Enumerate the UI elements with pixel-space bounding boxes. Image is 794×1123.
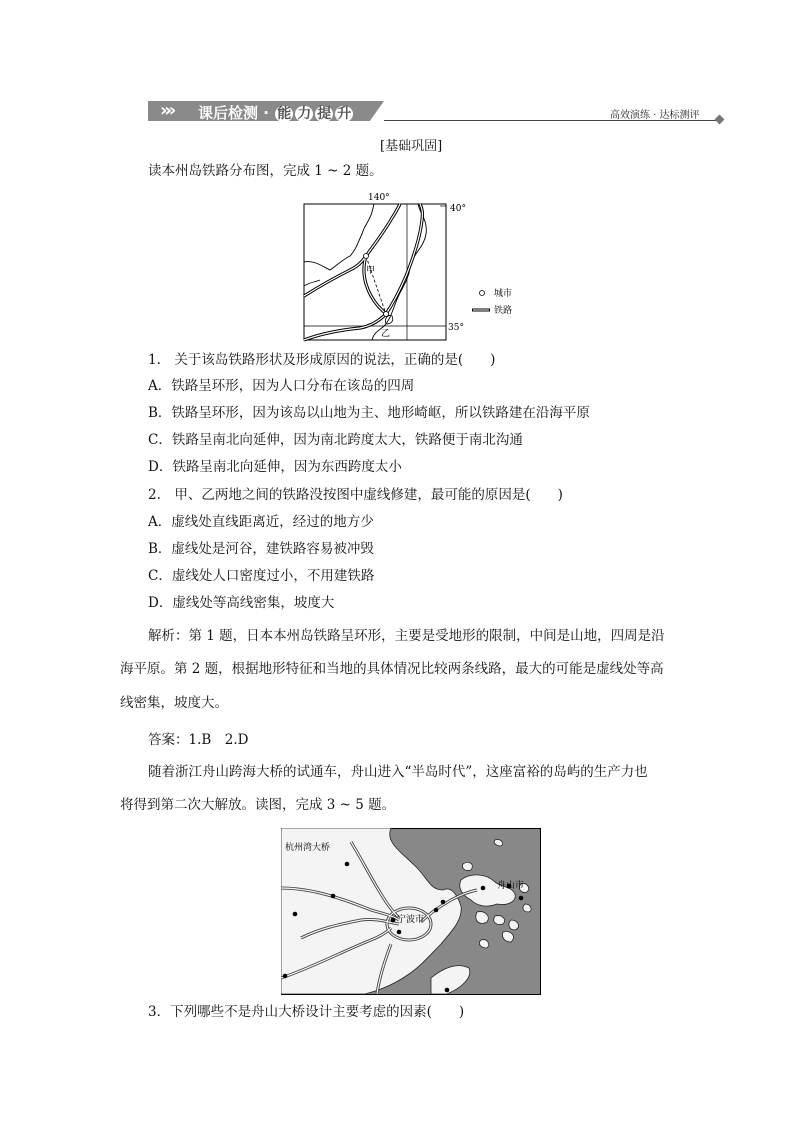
- header-title-prefix: 课后检测: [198, 104, 259, 122]
- intro-text-1: 读本州岛铁路分布图，完成 1 ~ 2 题。: [148, 163, 383, 179]
- map1-lat-top: 40°: [450, 204, 466, 214]
- map1-city-yi-icon: [384, 312, 389, 317]
- map2-ningbo-icon: [391, 918, 396, 923]
- q2-stem: 2. 甲、乙两地之间的铁路没按图中虚线修建，最可能的原因是( ): [148, 487, 563, 503]
- intro-text-2-line-2: 将得到第二次大解放。读图，完成 3 ~ 5 题。: [120, 797, 396, 813]
- legend-city-label: 城市: [494, 289, 513, 299]
- legend-city-icon: [480, 291, 485, 296]
- q2-option-b: B．虚线处是河谷，建铁路容易被冲毁: [148, 541, 374, 557]
- map2-ningbo-label: 宁波市: [397, 915, 425, 925]
- q2-option-a: A．虚线处直线距离近，经过的地方少: [148, 514, 374, 530]
- header-highlight-2: 力: [297, 106, 312, 122]
- zhoushan-map: [281, 828, 541, 995]
- q1-option-a: A．铁路呈环形，因为人口分布在该岛的四周: [148, 378, 415, 394]
- analysis-line-2: 海平原。第 2 题，根据地形特征和当地的具体情况比较两条线路，最大的可能是虚线处等高: [120, 661, 664, 677]
- header-chevron-icon: »»: [160, 100, 170, 121]
- honshu-railway-map: [300, 190, 530, 342]
- map1-label-yi: 乙: [381, 329, 391, 339]
- q2-option-c: C．虚线处人口密度过小，不用建铁路: [148, 568, 375, 584]
- q1-option-b: B．铁路呈环形，因为该岛以山地为主、地形崎岖，所以铁路建在沿海平原: [148, 405, 590, 421]
- q3-stem: 3．下列哪些不是舟山大桥设计主要考虑的因素( ): [148, 1004, 465, 1020]
- answer: 答案：1.B 2.D: [148, 732, 249, 748]
- legend-rail-label: 铁路: [494, 306, 513, 316]
- header-diamond-icon: [715, 115, 725, 125]
- q1-stem: 1. 关于该岛铁路形状及形成原因的说法，正确的是( ): [148, 352, 496, 368]
- map1-lon-label: 140°: [368, 193, 390, 203]
- map2-bridge-label: 杭州湾大桥: [285, 843, 331, 853]
- section-title: [基础巩固]: [380, 139, 443, 154]
- header-title: [198, 102, 354, 123]
- map2-zhoushan-label: 舟山市: [497, 881, 525, 891]
- header-highlight-4: 升: [337, 106, 352, 122]
- q1-option-c: C．铁路呈南北向延伸，因为南北跨度太大，铁路便于南北沟通: [148, 432, 523, 448]
- header-highlight-3: 提: [317, 106, 332, 122]
- q2-option-d: D．虚线处等高线密集，坡度大: [148, 595, 335, 611]
- map1-lat-bottom: 35°: [448, 323, 464, 333]
- map1-label-jia: 甲: [366, 266, 376, 276]
- header-right-label: 高效演练 · 达标测评: [610, 110, 700, 121]
- intro-text-2-line-1: 随着浙江舟山跨海大桥的试通车，舟山进入“半岛时代”，这座富裕的岛屿的生产力也: [148, 764, 648, 780]
- q1-option-d: D．铁路呈南北向延伸，因为东西跨度太小: [148, 459, 402, 475]
- analysis-line-1: 解析：第 1 题，日本本州岛铁路呈环形，主要是受地形的限制，中间是山地，四周是沿: [148, 628, 665, 644]
- analysis-line-3: 线密集，坡度大。: [120, 695, 228, 711]
- header-dot: ·: [263, 104, 269, 122]
- header-highlight-1: 能: [277, 106, 292, 122]
- map1-city-jia-icon: [364, 254, 369, 259]
